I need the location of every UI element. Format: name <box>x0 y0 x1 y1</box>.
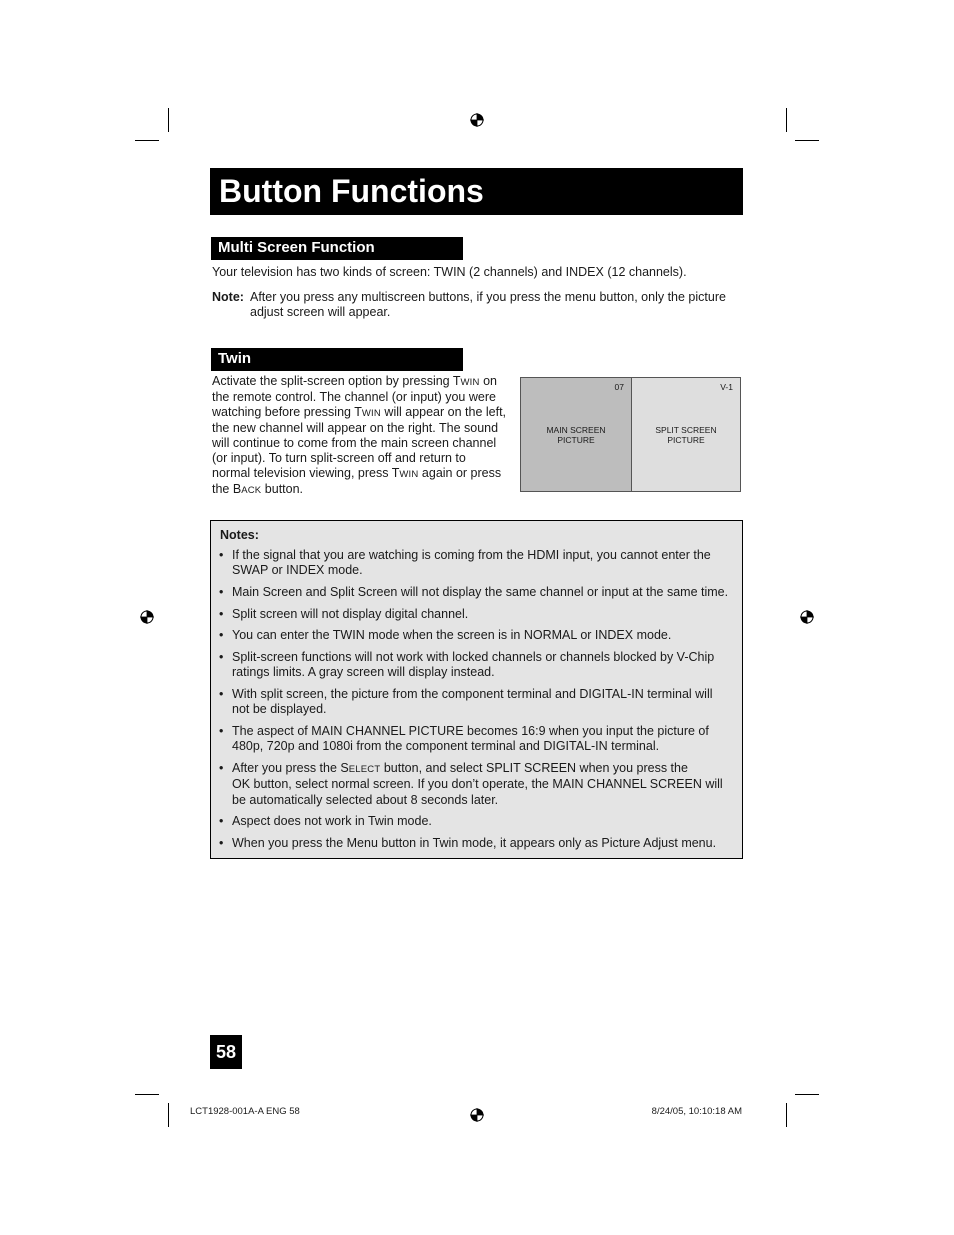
notes-list <box>219 548 735 858</box>
split-screen-caption <box>632 425 740 445</box>
bullet-icon: • <box>219 761 224 775</box>
crop-mark-icon <box>795 1094 819 1095</box>
button-name-smallcaps: WIN <box>361 408 381 419</box>
button-name-smallcaps: ELECT <box>348 764 381 775</box>
twin-text-line: will continue to come from the main screen channel <box>212 436 497 450</box>
crop-mark-icon <box>786 108 787 132</box>
bullet-icon: • <box>219 548 224 562</box>
twin-text-line: the new channel will appear on the right. The sound <box>212 421 499 435</box>
footer-right: 8/24/05, 10:10:18 AM <box>651 1106 742 1117</box>
notes-box <box>210 520 743 859</box>
bullet-icon: • <box>219 584 224 599</box>
note-item <box>219 761 735 808</box>
note-label: Note: <box>212 290 244 304</box>
note-line: Aspect does not work in Twin mode. <box>232 814 432 829</box>
registration-mark-icon <box>140 610 154 624</box>
note-line: The aspect of MAIN CHANNEL PICTURE becomes 16:9 when you input the picture of <box>232 724 709 739</box>
button-name-smallcaps: WIN <box>460 377 480 388</box>
note-line: After you press the SELECT button, and select SPLIT SCREEN when you press the <box>232 761 688 775</box>
note-text-line-1: After you press any multiscreen buttons, if you press the menu button, only the picture <box>250 290 726 304</box>
note-item <box>219 585 735 600</box>
note-item <box>219 814 735 829</box>
button-name-smallcaps: ACK <box>241 485 262 496</box>
note-line: With split screen, the picture from the component terminal and DIGITAL-IN terminal will <box>232 687 713 702</box>
button-name-smallcaps: WIN <box>399 469 419 480</box>
note-text-line-2: adjust screen will appear. <box>250 305 391 319</box>
page-number: 58 <box>210 1035 242 1069</box>
split-channel-number: V-1 <box>720 382 733 392</box>
split-screen-pane <box>632 378 740 491</box>
multi-screen-intro: Your television has two kinds of screen: TWIN (2 channels) and INDEX (12 channels). <box>212 265 687 279</box>
registration-mark-icon <box>470 1108 484 1122</box>
bullet-icon: • <box>219 650 224 665</box>
crop-mark-icon <box>135 1094 159 1095</box>
registration-mark-icon <box>800 610 814 624</box>
note-item <box>219 607 735 622</box>
registration-mark-icon <box>470 113 484 127</box>
split-caption-line-2: PICTURE <box>667 435 705 445</box>
note-line: Main Screen and Split Screen will not display the same channel or input at the same time. <box>232 584 729 599</box>
note-line: Split screen will not display digital channel. <box>232 606 469 621</box>
note-line: OK button, select normal screen. If you don’t operate, the MAIN CHANNEL SCREEN will <box>232 777 723 792</box>
footer-left: LCT1928-001A-A ENG 58 <box>190 1106 300 1117</box>
twin-text-line: watching before pressing TWIN will appear on the left, <box>212 405 507 419</box>
page-title-bar <box>210 168 743 215</box>
note-line: You can enter the TWIN mode when the screen is in NORMAL or INDEX mode. <box>232 628 672 643</box>
note-line: not be displayed. <box>232 702 327 717</box>
page-title: Button Functions <box>219 173 484 209</box>
section-heading-twin: Twin <box>211 348 463 371</box>
main-screen-caption <box>521 425 631 445</box>
crop-mark-icon <box>786 1103 787 1127</box>
twin-text-line: Activate the split-screen option by pressing TWIN on <box>212 374 497 388</box>
bullet-icon: • <box>219 628 224 643</box>
note-item <box>219 548 735 579</box>
main-channel-number: 07 <box>614 382 624 392</box>
crop-mark-icon <box>168 108 169 132</box>
bullet-icon: • <box>219 814 224 829</box>
bullet-icon: • <box>219 606 224 621</box>
main-caption-line-2: PICTURE <box>557 435 595 445</box>
main-screen-pane <box>521 378 632 491</box>
note-item <box>219 650 735 681</box>
note-line: 480p, 720p and 1080i from the component terminal and DIGITAL-IN terminal. <box>232 739 660 754</box>
note-line: be automatically selected about 8 seconds later. <box>232 792 499 807</box>
note-line: When you press the Menu button in Twin mode, it appears only as Picture Adjust menu. <box>232 835 717 850</box>
note-item <box>219 724 735 755</box>
split-screen-diagram <box>520 377 741 492</box>
note-line: SWAP or INDEX mode. <box>232 563 363 578</box>
twin-text-line: (or input). To turn split-screen off and return to <box>212 451 466 465</box>
crop-mark-icon <box>795 140 819 141</box>
twin-description <box>212 374 512 498</box>
bullet-icon: • <box>219 687 224 702</box>
split-caption-line-1: SPLIT SCREEN <box>655 425 717 435</box>
note-item <box>219 628 735 643</box>
crop-mark-icon <box>135 140 159 141</box>
section-heading-multi-screen: Multi Screen Function <box>211 237 463 260</box>
crop-mark-icon <box>168 1103 169 1127</box>
twin-text-line: the remote control. The channel (or input) you were <box>212 390 496 404</box>
bullet-icon: • <box>219 724 224 739</box>
note-item <box>219 836 735 851</box>
notes-title: Notes: <box>220 528 259 542</box>
note-line: ratings limits. A gray screen will display instead. <box>232 665 495 680</box>
note-line: If the signal that you are watching is coming from the HDMI input, you cannot enter the <box>232 548 711 562</box>
note-item <box>219 687 735 718</box>
twin-text-line: the BACK button. <box>212 482 304 496</box>
main-caption-line-1: MAIN SCREEN <box>546 425 606 435</box>
note-line: Split-screen functions will not work with locked channels or channels blocked by V-Chip <box>232 650 715 665</box>
bullet-icon: • <box>219 835 224 850</box>
twin-text-line: normal television viewing, press TWIN again or press <box>212 466 502 480</box>
